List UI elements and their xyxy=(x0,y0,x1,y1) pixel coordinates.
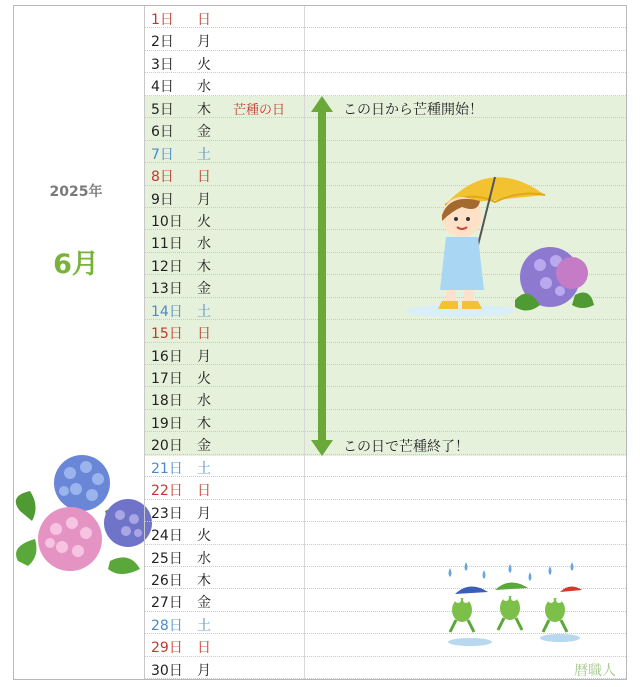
day-row xyxy=(145,51,626,73)
weekday-label: 月 xyxy=(197,191,211,208)
day-row xyxy=(145,410,626,432)
day-number: 21日 xyxy=(151,460,183,477)
day-number: 15日 xyxy=(151,326,183,343)
weekday-label: 月 xyxy=(197,34,211,51)
day-number: 18日 xyxy=(151,393,183,410)
weekday-label: 水 xyxy=(197,550,211,567)
day-row xyxy=(145,455,626,477)
day-number: 14日 xyxy=(151,303,183,320)
weekday-label: 水 xyxy=(197,236,211,253)
frogs-in-rain-icon xyxy=(440,560,590,650)
weekday-label: 金 xyxy=(197,124,211,141)
day-number: 16日 xyxy=(151,348,183,365)
weekday-label: 土 xyxy=(197,146,211,163)
month-header-column xyxy=(14,6,144,679)
weekday-label: 日 xyxy=(197,169,211,186)
day-row xyxy=(145,73,626,95)
weekday-label: 月 xyxy=(197,662,211,679)
day-number: 9日 xyxy=(151,191,174,208)
day-row xyxy=(145,118,626,140)
weekday-label: 金 xyxy=(197,595,211,612)
season-end-note: この日で芒種終了！ xyxy=(343,439,469,455)
day-number: 19日 xyxy=(151,415,183,432)
day-row xyxy=(145,500,626,522)
weekday-label: 日 xyxy=(197,483,211,500)
day-number: 29日 xyxy=(151,640,183,657)
weekday-label: 木 xyxy=(197,572,211,589)
event-label: 芒種の日 xyxy=(233,102,286,118)
day-number: 1日 xyxy=(151,12,174,28)
weekday-label: 日 xyxy=(197,12,211,28)
day-number: 7日 xyxy=(151,146,174,163)
day-number: 10日 xyxy=(151,213,183,230)
day-row xyxy=(145,28,626,50)
weekday-label: 月 xyxy=(197,505,211,522)
day-row xyxy=(145,320,626,342)
weekday-label: 日 xyxy=(197,640,211,657)
day-number: 4日 xyxy=(151,79,174,96)
day-row xyxy=(145,522,626,544)
day-number: 2日 xyxy=(151,34,174,51)
day-number: 13日 xyxy=(151,281,183,298)
weekday-label: 木 xyxy=(197,258,211,275)
weekday-label: 火 xyxy=(197,371,211,387)
weekday-label: 木 xyxy=(197,415,211,432)
day-number: 20日 xyxy=(151,438,183,455)
weekday-label: 金 xyxy=(197,438,211,455)
day-row xyxy=(145,657,626,679)
day-row xyxy=(145,387,626,409)
day-number: 17日 xyxy=(151,371,183,387)
weekday-label: 土 xyxy=(197,460,211,477)
weekday-label: 土 xyxy=(197,617,211,634)
day-row xyxy=(145,365,626,387)
day-row xyxy=(145,141,626,163)
weekday-label: 水 xyxy=(197,393,211,410)
day-row xyxy=(145,477,626,499)
month-label: 6月 xyxy=(53,249,99,280)
day-number: 8日 xyxy=(151,169,174,186)
hydrangea-icon xyxy=(10,451,160,581)
weekday-label: 土 xyxy=(197,303,211,320)
day-number: 30日 xyxy=(151,662,183,679)
day-number: 24日 xyxy=(151,528,183,545)
weekday-label: 木 xyxy=(197,101,211,118)
day-number: 26日 xyxy=(151,572,183,589)
day-number: 25日 xyxy=(151,550,183,567)
day-row xyxy=(145,343,626,365)
day-number: 23日 xyxy=(151,505,183,522)
day-number: 22日 xyxy=(151,483,183,500)
double-arrow-icon xyxy=(311,96,333,456)
weekday-label: 火 xyxy=(197,528,211,545)
weekday-label: 水 xyxy=(197,79,211,96)
day-number: 6日 xyxy=(151,124,174,141)
day-number: 12日 xyxy=(151,258,183,275)
season-start-note: この日から芒種開始！ xyxy=(343,102,483,118)
day-row xyxy=(145,6,626,28)
watermark-label: 暦職人 xyxy=(574,663,616,679)
weekday-label: 月 xyxy=(197,348,211,365)
year-label: 2025年 xyxy=(49,184,103,200)
day-number: 28日 xyxy=(151,617,183,634)
day-number: 5日 xyxy=(151,101,174,118)
day-number: 11日 xyxy=(151,236,183,253)
day-number: 27日 xyxy=(151,595,183,612)
girl-with-umbrella-icon xyxy=(400,165,595,320)
day-number: 3日 xyxy=(151,56,174,73)
weekday-label: 日 xyxy=(197,326,211,343)
weekday-label: 火 xyxy=(197,213,211,230)
weekday-label: 金 xyxy=(197,281,211,298)
weekday-label: 火 xyxy=(197,56,211,73)
